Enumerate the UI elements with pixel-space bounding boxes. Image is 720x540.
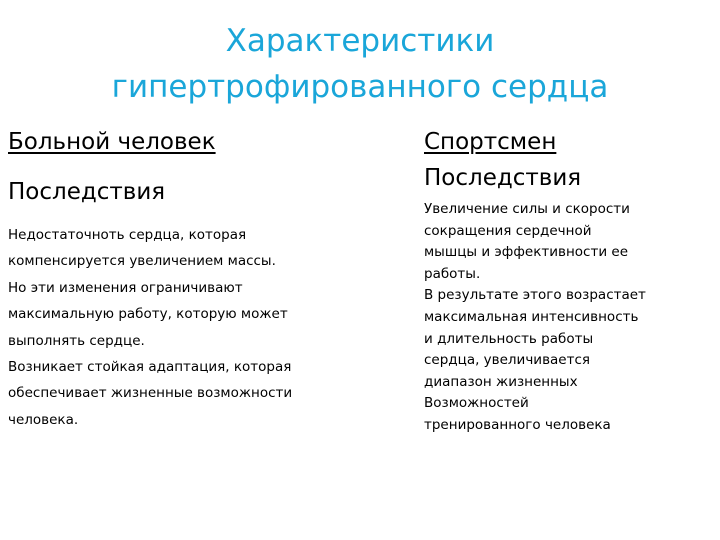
left-line: выполнять сердце. (8, 332, 145, 349)
right-line: сердца, увеличивается (424, 352, 591, 369)
right-subheading: Последствия (424, 165, 582, 191)
title-line-1: Характеристики (225, 23, 495, 59)
right-line: тренированного человека (424, 416, 611, 433)
right-line: Возможностей (424, 395, 529, 412)
right-line: максимальная интенсивность (424, 308, 639, 325)
left-line: компенсируется увеличением массы. (8, 253, 276, 270)
right-column-athlete (424, 124, 714, 437)
right-line: В результате этого возрастает (424, 287, 646, 304)
slide-title (40, 18, 680, 110)
left-body-text (8, 222, 360, 433)
left-line: максимальную работу, которую может (8, 306, 288, 323)
title-line-2: гипертрофированного сердца (111, 69, 609, 105)
left-line: Но эти изменения ограничивают (8, 279, 243, 296)
right-line: и длительность работы (424, 330, 594, 347)
left-line: Недостаточноть сердца, которая (8, 227, 247, 243)
right-line: Увеличение силы и скорости (424, 201, 630, 217)
left-heading: Больной человек (8, 129, 216, 155)
left-subheading: Последствия (8, 179, 166, 205)
right-line: сокращения сердечной (424, 222, 592, 239)
right-line: диапазон жизненных (424, 373, 578, 390)
left-line: обеспечивает жизненные возможности (8, 385, 293, 402)
left-column-sick-person (8, 124, 360, 433)
right-body-text (424, 199, 714, 437)
right-line: работы. (424, 265, 481, 282)
left-line: человека. (8, 411, 79, 428)
right-line: мышцы и эффективности ее (424, 244, 628, 261)
left-line: Возникает стойкая адаптация, которая (8, 359, 292, 376)
right-heading: Спортсмен (424, 129, 557, 155)
